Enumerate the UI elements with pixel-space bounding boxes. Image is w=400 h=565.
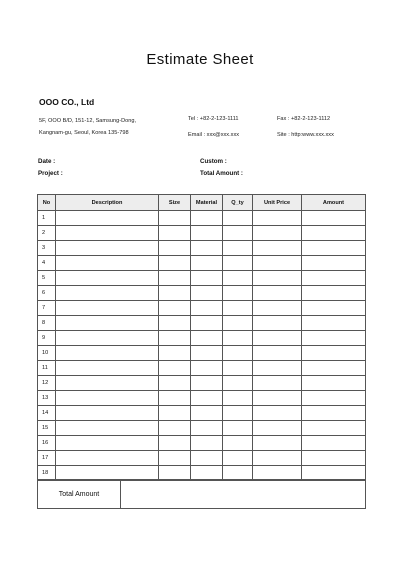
row-unit-price[interactable]: [253, 346, 302, 361]
total-amount-row: [38, 480, 366, 509]
row-unit-price[interactable]: [253, 316, 302, 331]
row-size[interactable]: [159, 271, 191, 286]
row-qty[interactable]: [223, 436, 253, 451]
row-material[interactable]: [191, 241, 223, 256]
row-amount[interactable]: [302, 331, 366, 346]
row-material[interactable]: [191, 286, 223, 301]
row-amount[interactable]: [302, 241, 366, 256]
row-description[interactable]: [56, 256, 159, 271]
row-qty[interactable]: [223, 271, 253, 286]
row-size[interactable]: [159, 256, 191, 271]
row-no: 2: [38, 226, 56, 241]
total-amount-label: Total Amount: [38, 480, 121, 509]
row-size[interactable]: [159, 286, 191, 301]
row-amount[interactable]: [302, 406, 366, 421]
row-amount[interactable]: [302, 361, 366, 376]
table-row: [38, 256, 366, 271]
row-amount[interactable]: [302, 316, 366, 331]
row-unit-price[interactable]: [253, 361, 302, 376]
header-size: Size: [159, 195, 191, 211]
company-address-line2: Kangnam-gu, Seoul, Korea 135-798: [39, 130, 129, 136]
row-unit-price[interactable]: [253, 451, 302, 466]
row-size[interactable]: [159, 421, 191, 436]
table-row: [38, 346, 366, 361]
row-qty[interactable]: [223, 286, 253, 301]
row-amount[interactable]: [302, 391, 366, 406]
row-description[interactable]: [56, 331, 159, 346]
company-tel: Tel : +82-2-123-1111: [188, 116, 239, 122]
row-no: 11: [38, 361, 56, 376]
row-qty[interactable]: [223, 211, 253, 226]
row-qty[interactable]: [223, 346, 253, 361]
row-qty[interactable]: [223, 241, 253, 256]
header-description: Description: [56, 195, 159, 211]
table-row: [38, 316, 366, 331]
row-no: 1: [38, 211, 56, 226]
row-description[interactable]: [56, 436, 159, 451]
row-material[interactable]: [191, 316, 223, 331]
row-unit-price[interactable]: [253, 211, 302, 226]
row-size[interactable]: [159, 346, 191, 361]
header-unit-price: Unit Price: [253, 195, 302, 211]
header-material: Material: [191, 195, 223, 211]
row-no: 12: [38, 376, 56, 391]
table-header-row: [38, 195, 366, 211]
estimate-table: [37, 194, 366, 481]
row-amount[interactable]: [302, 421, 366, 436]
row-description[interactable]: [56, 421, 159, 436]
row-description[interactable]: [56, 451, 159, 466]
row-amount[interactable]: [302, 211, 366, 226]
row-qty[interactable]: [223, 376, 253, 391]
row-unit-price[interactable]: [253, 376, 302, 391]
row-description[interactable]: [56, 211, 159, 226]
company-name: OOO CO., Ltd: [39, 97, 95, 107]
row-amount[interactable]: [302, 376, 366, 391]
row-qty[interactable]: [223, 451, 253, 466]
row-no: 14: [38, 406, 56, 421]
row-material[interactable]: [191, 391, 223, 406]
row-material[interactable]: [191, 226, 223, 241]
row-unit-price[interactable]: [253, 391, 302, 406]
row-description[interactable]: [56, 391, 159, 406]
row-size[interactable]: [159, 436, 191, 451]
row-qty[interactable]: [223, 301, 253, 316]
row-size[interactable]: [159, 331, 191, 346]
table-row: [38, 331, 366, 346]
row-material[interactable]: [191, 436, 223, 451]
row-unit-price[interactable]: [253, 271, 302, 286]
row-material[interactable]: [191, 256, 223, 271]
custom-label: Custom :: [200, 158, 227, 165]
row-description[interactable]: [56, 316, 159, 331]
company-site: Site : http:www.xxx.xxx: [277, 132, 334, 138]
row-qty[interactable]: [223, 331, 253, 346]
table-row: [38, 226, 366, 241]
row-material[interactable]: [191, 361, 223, 376]
row-size[interactable]: [159, 361, 191, 376]
project-label: Project :: [38, 170, 63, 177]
table-row: [38, 451, 366, 466]
total-amount-table: [37, 479, 366, 509]
row-qty[interactable]: [223, 406, 253, 421]
row-size[interactable]: [159, 226, 191, 241]
row-qty[interactable]: [223, 421, 253, 436]
row-material[interactable]: [191, 451, 223, 466]
row-qty[interactable]: [223, 226, 253, 241]
table-row: [38, 436, 366, 451]
row-description[interactable]: [56, 226, 159, 241]
row-size[interactable]: [159, 391, 191, 406]
row-amount[interactable]: [302, 286, 366, 301]
row-description[interactable]: [56, 286, 159, 301]
row-material[interactable]: [191, 346, 223, 361]
table-row: [38, 361, 366, 376]
table-row: [38, 391, 366, 406]
row-qty[interactable]: [223, 316, 253, 331]
row-unit-price[interactable]: [253, 286, 302, 301]
row-unit-price[interactable]: [253, 331, 302, 346]
row-unit-price[interactable]: [253, 436, 302, 451]
table-row: [38, 376, 366, 391]
table-row: [38, 301, 366, 316]
row-amount[interactable]: [302, 451, 366, 466]
company-fax: Fax : +82-2-123-1112: [277, 116, 331, 122]
row-qty[interactable]: [223, 256, 253, 271]
table-row: [38, 406, 366, 421]
row-size[interactable]: [159, 211, 191, 226]
header-qty: Q_ty: [223, 195, 253, 211]
document-title: Estimate Sheet: [146, 51, 254, 68]
row-amount[interactable]: [302, 271, 366, 286]
row-size[interactable]: [159, 301, 191, 316]
row-material[interactable]: [191, 331, 223, 346]
row-no: 4: [38, 256, 56, 271]
row-material[interactable]: [191, 271, 223, 286]
row-material[interactable]: [191, 406, 223, 421]
row-size[interactable]: [159, 451, 191, 466]
row-unit-price[interactable]: [253, 406, 302, 421]
row-description[interactable]: [56, 271, 159, 286]
company-email: Email : xxx@xxx.xxx: [188, 132, 240, 138]
row-size[interactable]: [159, 406, 191, 421]
row-no: 6: [38, 286, 56, 301]
total-amount-value-cell[interactable]: [121, 480, 366, 509]
table-row: [38, 286, 366, 301]
total-amount-meta-label: Total Amount :: [200, 170, 243, 177]
row-description[interactable]: [56, 301, 159, 316]
row-amount[interactable]: [302, 256, 366, 271]
row-size[interactable]: [159, 376, 191, 391]
row-size[interactable]: [159, 316, 191, 331]
row-no: 8: [38, 316, 56, 331]
row-material[interactable]: [191, 421, 223, 436]
table-row: [38, 271, 366, 286]
row-no: 7: [38, 301, 56, 316]
row-unit-price[interactable]: [253, 256, 302, 271]
row-description[interactable]: [56, 346, 159, 361]
row-material[interactable]: [191, 301, 223, 316]
row-no: 9: [38, 331, 56, 346]
row-unit-price[interactable]: [253, 301, 302, 316]
row-no: 3: [38, 241, 56, 256]
row-material[interactable]: [191, 211, 223, 226]
row-no: 5: [38, 271, 56, 286]
table-row: [38, 241, 366, 256]
row-qty[interactable]: [223, 361, 253, 376]
table-row: [38, 421, 366, 436]
row-qty[interactable]: [223, 391, 253, 406]
row-amount[interactable]: [302, 346, 366, 361]
row-size[interactable]: [159, 241, 191, 256]
row-description[interactable]: [56, 376, 159, 391]
company-address-line1: 5F, OOO B/D, 151-12, Samsung-Dong,: [39, 118, 137, 124]
table-row: [38, 211, 366, 226]
row-no: 16: [38, 436, 56, 451]
row-unit-price[interactable]: [253, 421, 302, 436]
header-amount: Amount: [302, 195, 366, 211]
row-no: 15: [38, 421, 56, 436]
row-amount[interactable]: [302, 436, 366, 451]
header-no: No: [38, 195, 56, 211]
row-unit-price[interactable]: [253, 226, 302, 241]
row-no: 17: [38, 451, 56, 466]
row-amount[interactable]: [302, 301, 366, 316]
row-amount[interactable]: [302, 226, 366, 241]
row-description[interactable]: [56, 361, 159, 376]
row-description[interactable]: [56, 406, 159, 421]
row-description[interactable]: [56, 241, 159, 256]
row-material[interactable]: [191, 376, 223, 391]
date-label: Date :: [38, 158, 56, 165]
row-unit-price[interactable]: [253, 241, 302, 256]
row-no: 10: [38, 346, 56, 361]
row-no: 18: [38, 466, 56, 481]
row-no: 13: [38, 391, 56, 406]
